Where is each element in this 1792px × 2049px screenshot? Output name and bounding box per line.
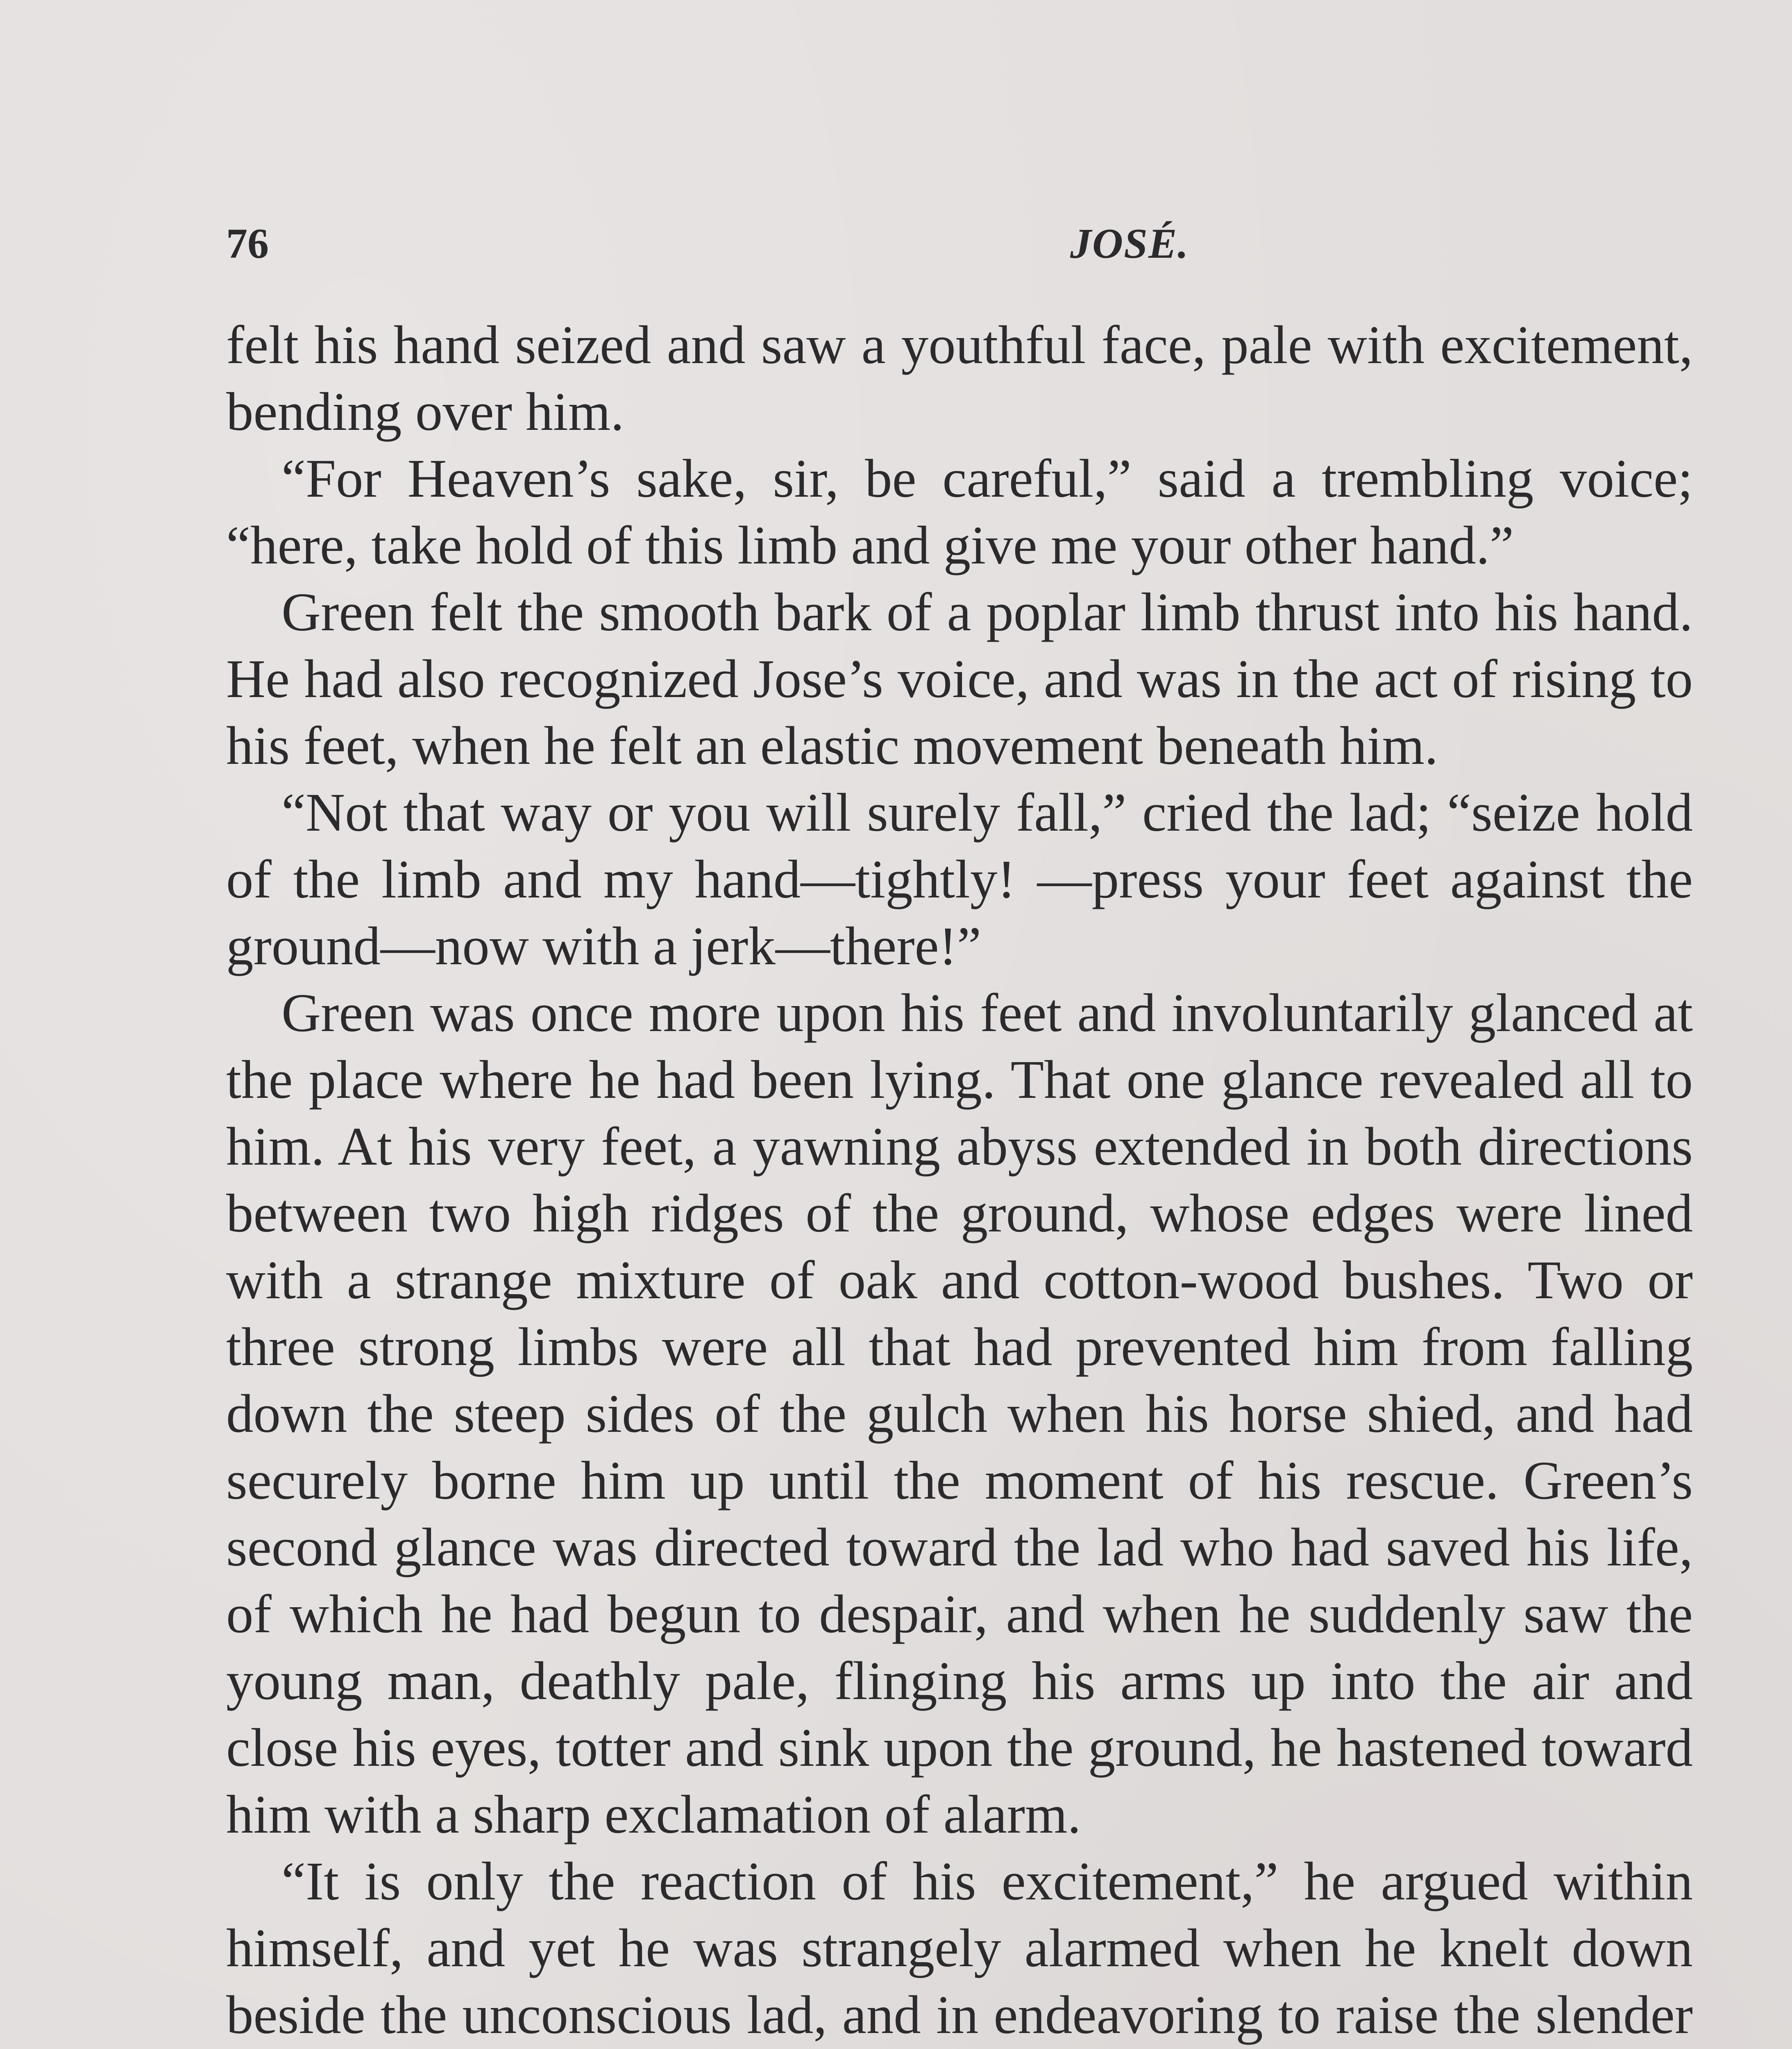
running-title: JOSÉ.	[1070, 220, 1189, 267]
paragraph-3: Green felt the smooth bark of a poplar limb thrust into his hand. He had also recognized Jose’s voice, and was in the act of rising to his feet, when he felt an elastic movement beneath him.	[226, 582, 1693, 776]
paragraph-2: “For Heaven’s sake, sir, be careful,” said a trembling voice; “here, take hold of this limb and give me your other hand.”	[226, 448, 1693, 575]
paragraph-6: “It is only the reaction of his excitement,” he argued within himself, and yet he was strangely alarmed when he knelt down beside the unconscious lad, and in endeavoring to raise the slender	[226, 1851, 1693, 2045]
running-head	[226, 213, 1693, 275]
paragraph-1: felt his hand seized and saw a youthful face, pale with excitement, bending over him.	[226, 314, 1693, 442]
body-text	[226, 311, 1693, 2049]
page-number: 76	[226, 220, 269, 267]
paragraph-4: “Not that way or you will surely fall,” cried the lad; “seize hold of the limb and my hand—tightly! —press your feet against the ground—now with a jerk—there!”	[226, 782, 1693, 976]
paragraph-5: Green was once more upon his feet and involuntarily glanced at the place where he had been lying. That one glance revealed all to him. At his very feet, a yawning abyss extended in both directions between two high ridges of the ground, whose edges were lined with a strange mixture of oak and cotton-wood bushes. Two or three strong limbs were all that had prevented him from falling down the steep sides of the gulch when his horse shied, and had securely borne him up until the moment of his rescue. Green’s second glance was directed toward the lad who had saved his life, of which he had begun to despair, and when he suddenly saw the young man, deathly pale, flinging his arms up into the air and close his eyes, totter and sink upon the ground, he hastened toward him with a sharp exclamation of alarm.	[226, 982, 1693, 1845]
